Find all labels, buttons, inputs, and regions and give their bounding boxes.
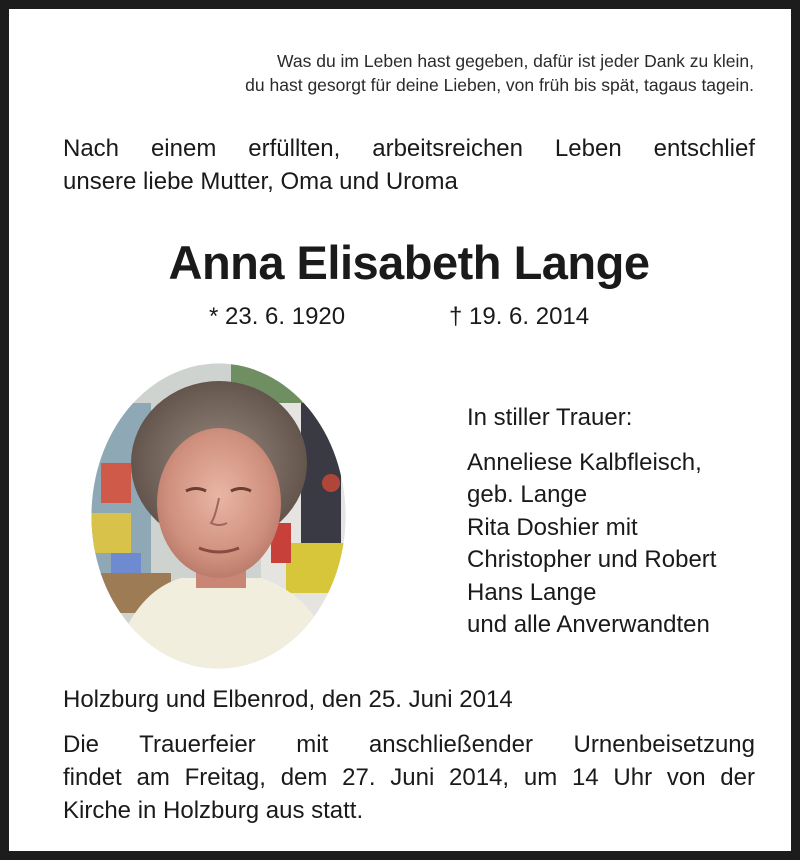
- mourner-line: Anneliese Kalbfleisch,: [467, 448, 702, 476]
- mourner-line: Christopher und Robert: [467, 546, 717, 573]
- service-line-1: Die Trauerfeier mit anschließender Urnenbeisetzung: [63, 731, 755, 758]
- deceased-name: Anna Elisabeth Lange: [168, 236, 650, 289]
- death-date: † 19. 6. 2014: [449, 303, 590, 330]
- birth-date: * 23. 6. 1920: [209, 303, 346, 330]
- service-line-2: findet am Freitag, dem 27. Juni 2014, um 14 Uhr von der: [63, 764, 755, 791]
- mourner-line: und alle Anverwandten: [467, 611, 710, 638]
- portrait-photo: [91, 363, 346, 669]
- motto-line-1: Was du im Leben hast gegeben, dafür ist jeder Dank zu klein,: [277, 51, 754, 71]
- service-notice: [63, 728, 755, 827]
- place-and-date: Holzburg und Elbenrod, den 25. Juni 2014: [63, 686, 513, 713]
- intro-text: [63, 132, 755, 198]
- mourner-line: geb. Lange: [467, 481, 588, 508]
- mourner-line: Hans Lange: [467, 578, 597, 606]
- service-line-3: Kirche in Holzburg aus statt.: [63, 797, 364, 824]
- intro-line-1: Nach einem erfüllten, arbeitsreichen Leben entschlief: [63, 135, 755, 162]
- mourners-block: [467, 402, 716, 642]
- mourners-heading: In stiller Trauer:: [467, 404, 633, 431]
- mourner-line: Rita Doshier mit: [467, 513, 638, 541]
- intro-line-2: unsere liebe Mutter, Oma und Uroma: [63, 168, 458, 195]
- motto-line-2: du hast gesorgt für deine Lieben, von früh bis spät, tagaus tagein.: [245, 75, 754, 95]
- motto-verse: [49, 49, 754, 97]
